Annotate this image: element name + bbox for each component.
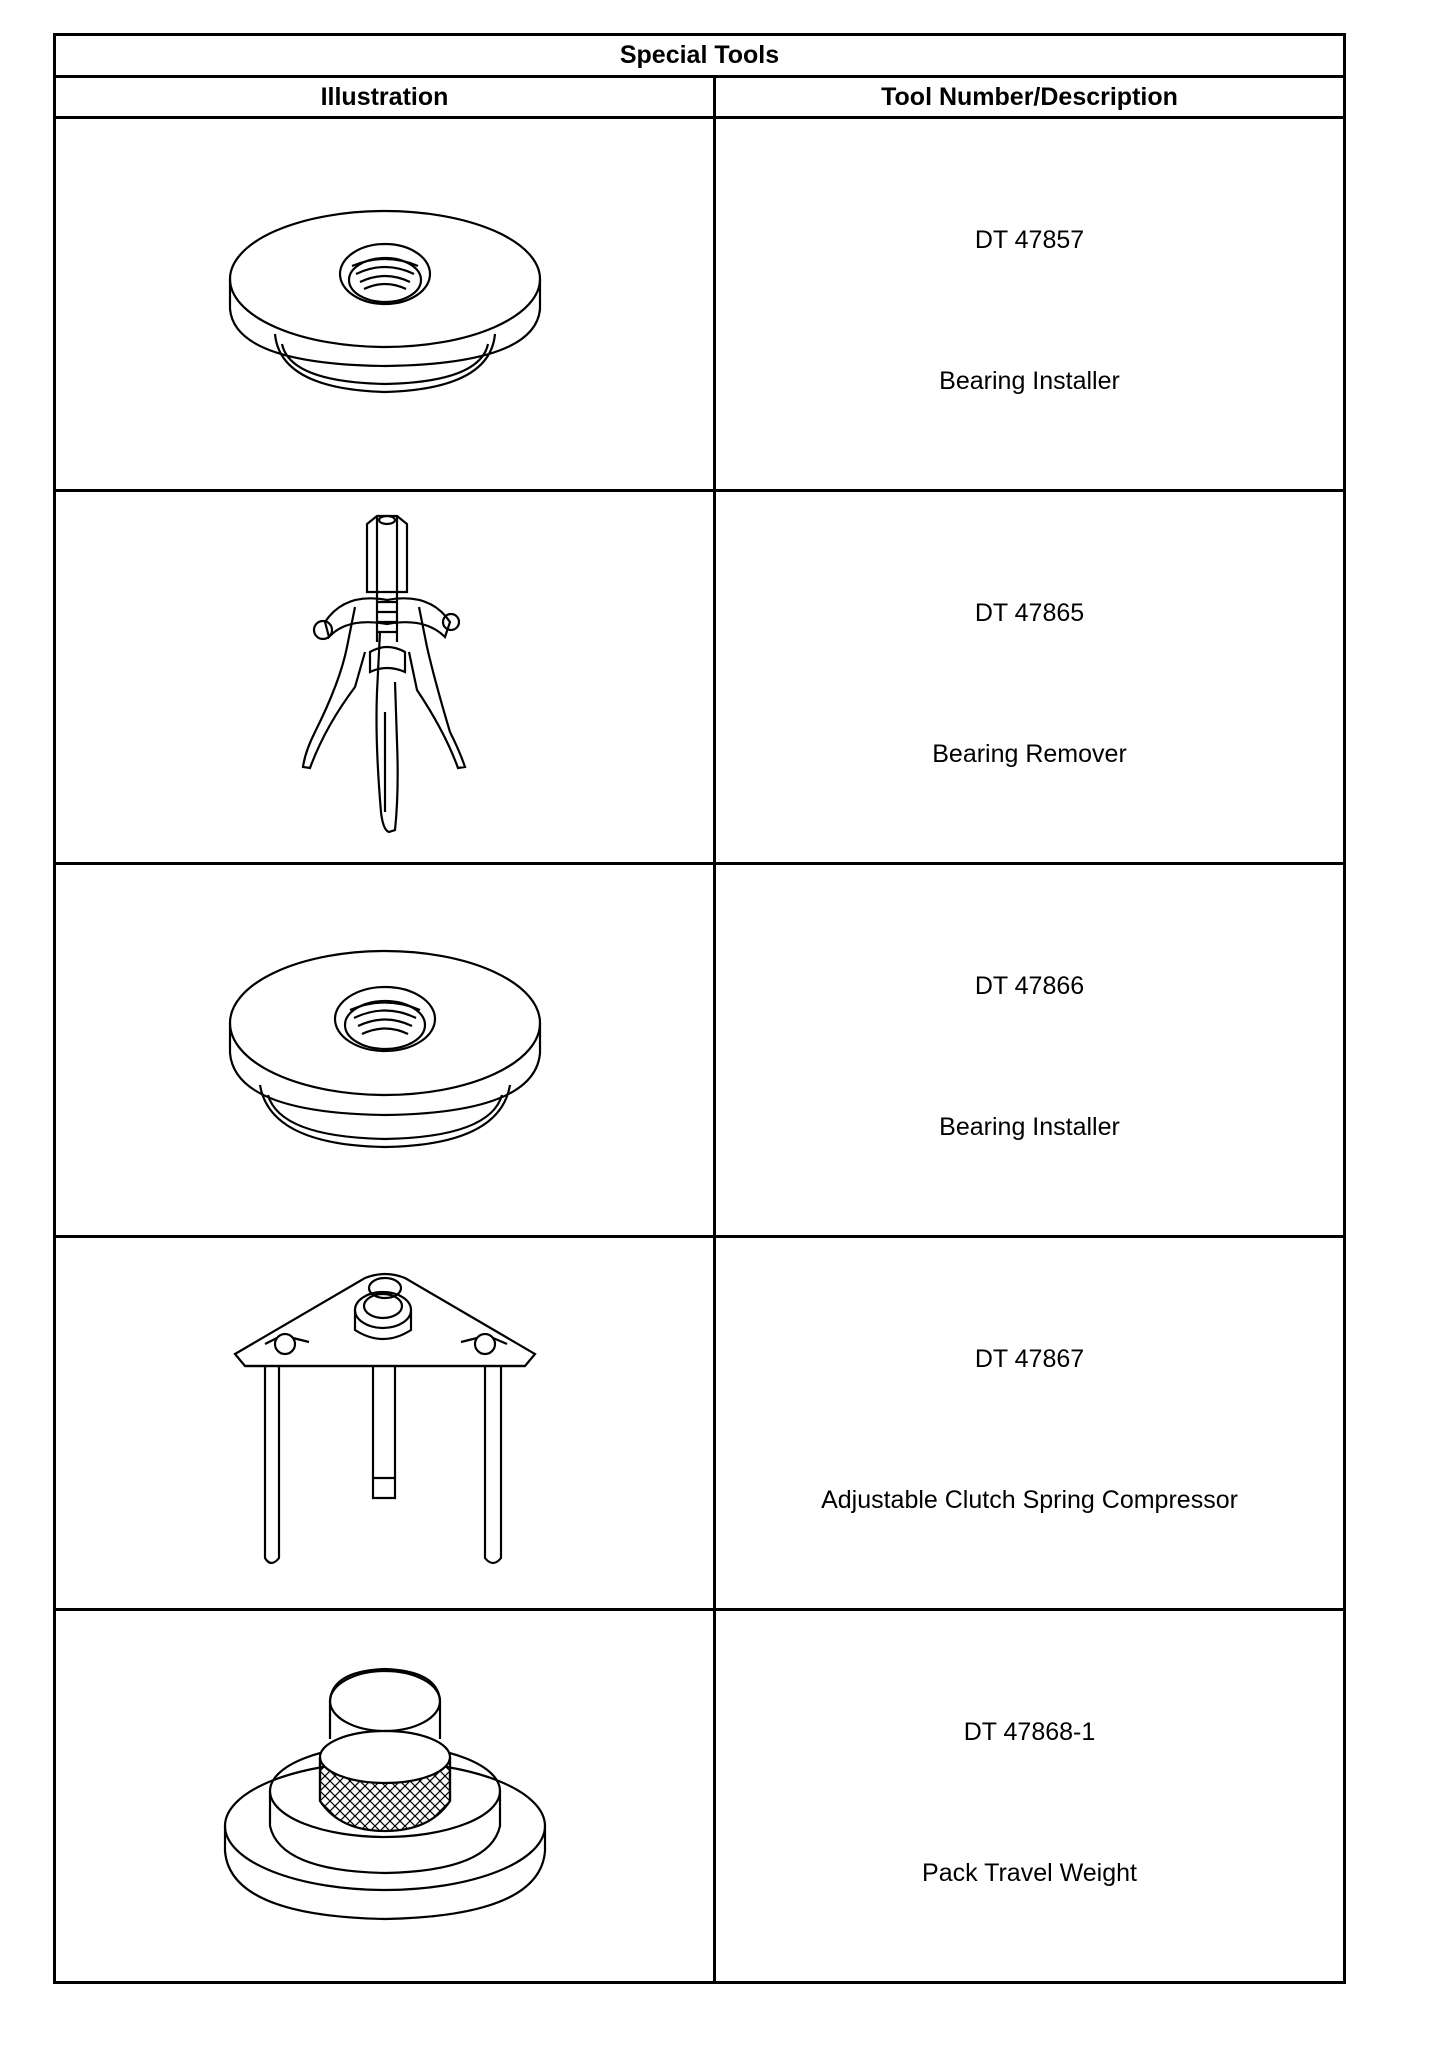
tool-description: Pack Travel Weight [922,1859,1137,1887]
tool-description: Adjustable Clutch Spring Compressor [821,1486,1238,1514]
tool-number: DT 47866 [974,972,1085,1000]
illustration-header: Illustration [55,77,715,118]
tool-number: DT 47868-1 [963,1718,1096,1746]
tool-number: DT 47857 [974,226,1085,254]
tool-number: DT 47867 [974,1345,1085,1373]
table-row [55,118,1345,491]
bearing-remover-icon [285,512,485,842]
tool-description: Bearing Installer [939,367,1120,395]
spring-compressor-icon [225,1258,545,1588]
special-tools-table [53,33,1346,1984]
travel-weight-icon [220,1661,550,1931]
tool-description: Bearing Remover [932,740,1127,768]
bearing-installer-icon [220,935,550,1165]
table-row [55,491,1345,864]
tool-number: DT 47865 [974,599,1085,627]
table-row [55,864,1345,1237]
table-row [55,1610,1345,1983]
table-title: Special Tools [55,35,1345,77]
tool-description: Bearing Installer [939,1113,1120,1141]
tool-header: Tool Number/Description [715,77,1345,118]
table-row [55,1237,1345,1610]
bearing-installer-icon [220,194,550,414]
